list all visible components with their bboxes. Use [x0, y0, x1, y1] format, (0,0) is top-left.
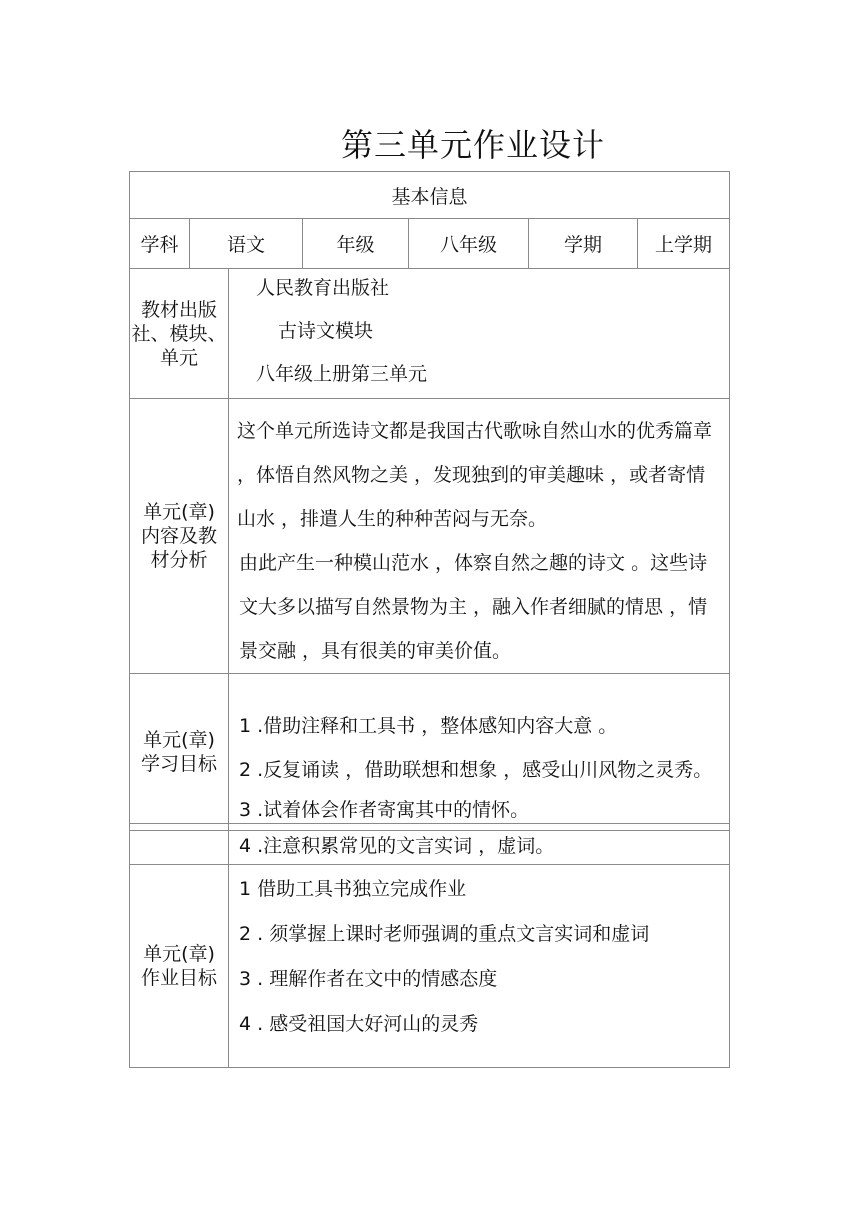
textbook-row: [130, 269, 730, 399]
subject-label: 学科: [130, 219, 190, 269]
learning-goal-item: 3 .试着体会作者寄寓其中的情怀。: [239, 799, 530, 821]
learning-goals-label-line1: 单元(章): [143, 729, 215, 751]
homework-goals-list: [229, 865, 730, 1068]
homework-goal-item: 2 . 须掌握上课时老师强调的重点文言实词和虚词: [239, 923, 650, 945]
homework-goal-item: 1 借助工具书独立完成作业: [239, 878, 467, 900]
basic-info-header: 基本信息: [130, 172, 730, 219]
content-analysis-label-line3: 材分析: [150, 549, 208, 571]
textbook-label-line2: 社、模块、: [131, 322, 227, 345]
homework-goals-label-line2: 作业目标: [140, 967, 217, 989]
term-value: 上学期: [638, 219, 730, 269]
term-label: 学期: [529, 219, 638, 269]
textbook-label-line3: 单元: [159, 346, 198, 369]
learning-goals-list: [229, 674, 730, 831]
textbook-label-line1: 教材出版: [140, 298, 217, 321]
grade-value: 八年级: [409, 219, 529, 269]
learning-goal-item-4: 4 .注意积累常见的文言实词 ，虚词。: [229, 824, 730, 865]
analysis-paragraph-1: 这个单元所选诗文都是我国古代歌咏自然山水的优秀篇章 ，体悟自然风物之美 ，发现独到的审美趣味 ，或者寄情山水 ，排遣人生的种种苦闷与无奈。: [237, 420, 713, 530]
page-title: 第三单元作业设计: [341, 126, 606, 164]
module-text: 古诗文模块: [278, 320, 374, 342]
content-analysis-text: [229, 399, 730, 674]
subject-row: [130, 219, 730, 269]
textbook-value: [229, 269, 730, 399]
design-table-part2: [129, 823, 730, 1068]
empty-label-cell: [130, 824, 229, 865]
homework-goal-item: 3 . 理解作者在文中的情感态度: [239, 968, 498, 990]
homework-goals-label-line1: 单元(章): [143, 943, 215, 965]
subject-value: 语文: [190, 219, 303, 269]
content-analysis-label-line2: 内容及教: [140, 525, 217, 547]
grade-label: 年级: [303, 219, 409, 269]
basic-info-row: [130, 172, 730, 219]
homework-goals-row: [130, 865, 730, 1068]
learning-goal-item: 1 .借助注释和工具书 ，整体感知内容大意 。: [239, 715, 618, 737]
learning-goal-item: 2 .反复诵读 ，借助联想和想象 ，感受山川风物之灵秀。: [239, 759, 713, 781]
homework-goals-label: [130, 865, 229, 1068]
analysis-paragraph-2: 由此产生一种模山范水 ，体察自然之趣的诗文 。这些诗文大多以描写自然景物为主 ，融入作者细腻的情思 ，情景交融 ，具有很美的审美价值。: [239, 552, 708, 662]
learning-goals-label: [130, 674, 229, 831]
design-table-part1: [129, 171, 730, 831]
learning-goals-continued-row: [130, 824, 730, 865]
publisher-text: 人民教育出版社: [256, 277, 390, 299]
textbook-label: [130, 269, 229, 399]
unit-text: 八年级上册第三单元: [256, 363, 428, 385]
content-analysis-label: [130, 399, 229, 674]
content-analysis-row: [130, 399, 730, 674]
homework-goal-item: 4 . 感受祖国大好河山的灵秀: [239, 1013, 479, 1035]
learning-goals-label-line2: 学习目标: [140, 753, 217, 775]
content-analysis-label-line1: 单元(章): [143, 501, 215, 523]
learning-goals-row: [130, 674, 730, 831]
